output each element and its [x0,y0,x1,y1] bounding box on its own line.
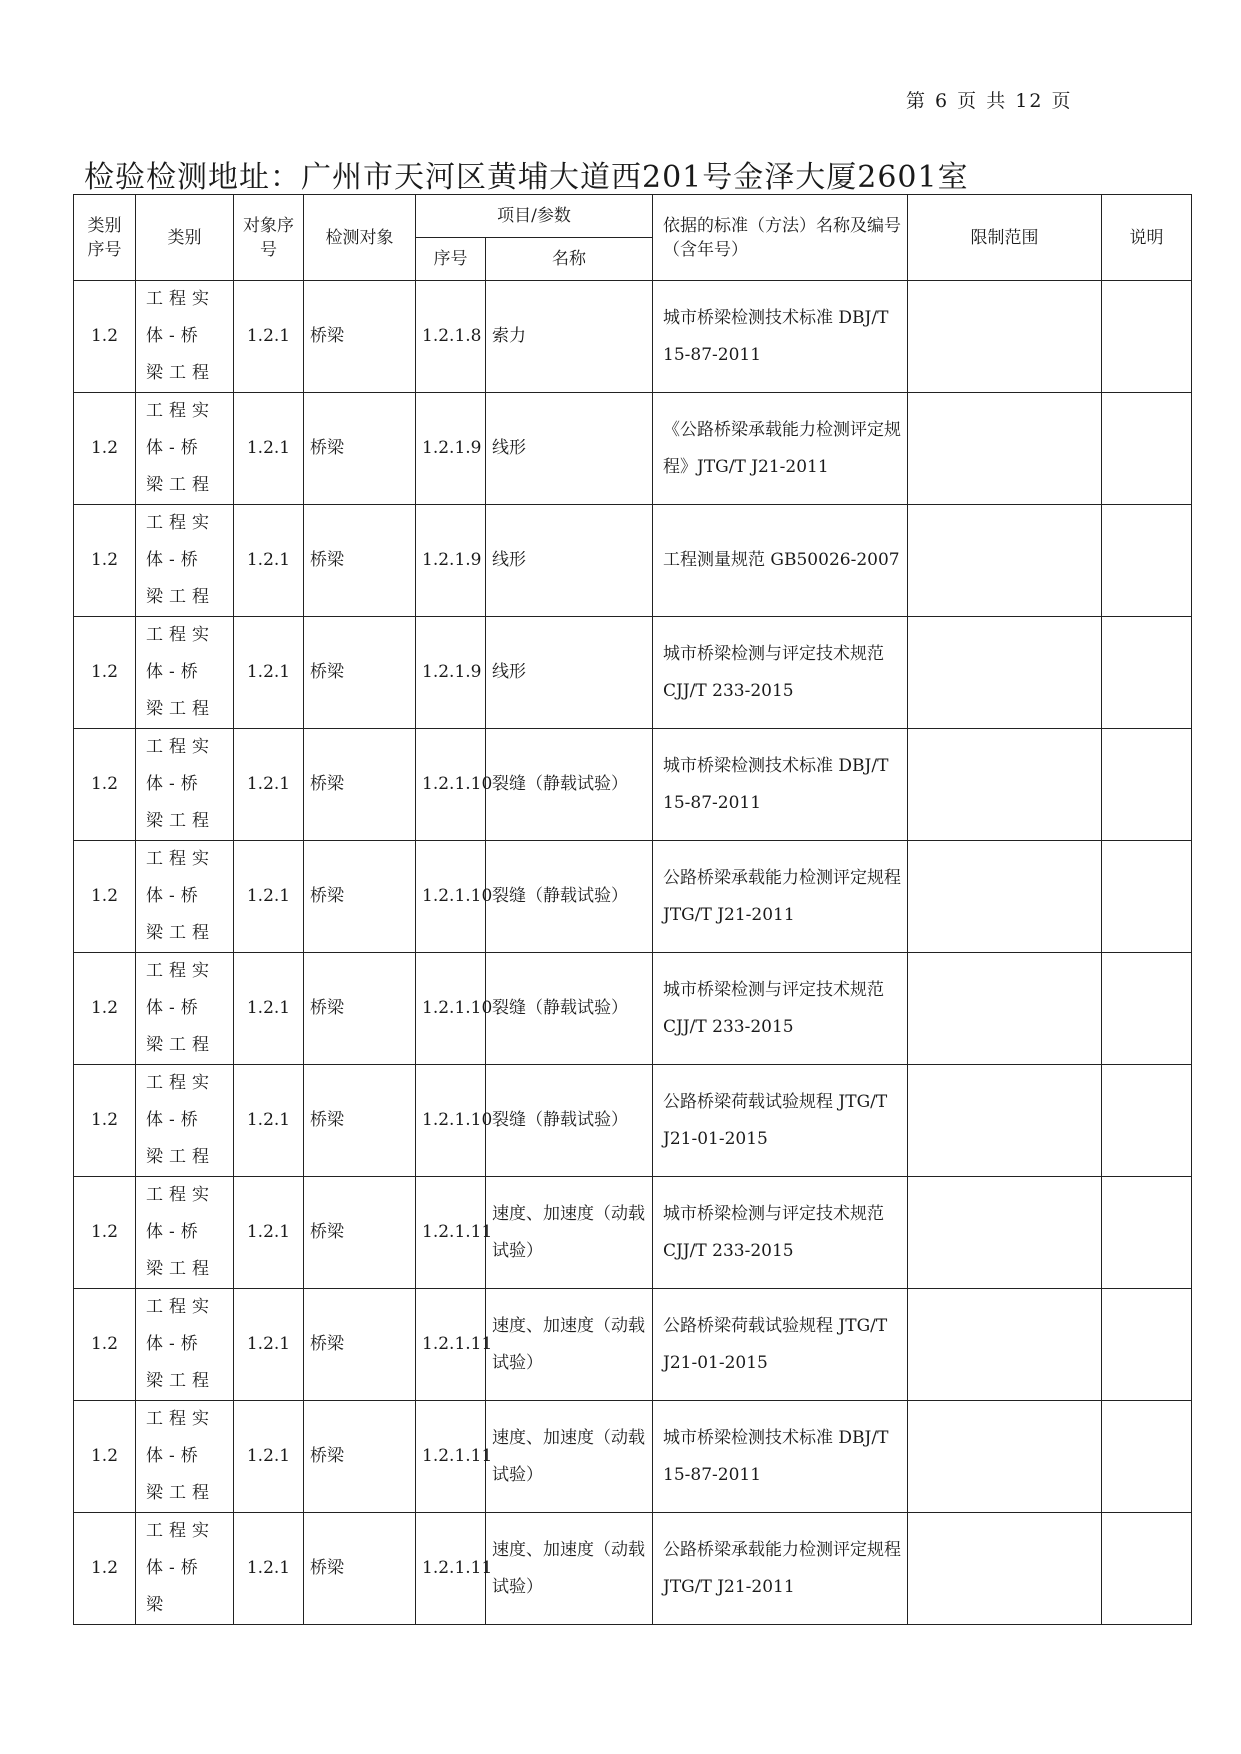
cell-note [1102,729,1192,841]
cell-cat-no: 1.2 [74,841,136,953]
cell-standard: 城市桥梁检测与评定技术规范 CJJ/T 233-2015 [653,953,908,1065]
cell-category: 工程实体-桥梁工程 [136,393,234,505]
cell-obj-no: 1.2.1 [234,953,304,1065]
cell-cat-no: 1.2 [74,1289,136,1401]
cell-obj-no: 1.2.1 [234,393,304,505]
cell-note [1102,505,1192,617]
cell-limit [908,1065,1102,1177]
header-standard: 依据的标准（方法）名称及编号（含年号） [653,195,908,281]
cell-note [1102,393,1192,505]
cell-object: 桥梁 [304,841,416,953]
table-row [74,281,1192,393]
testing-address: 检验检测地址：广州市天河区黄埔大道西201号金泽大厦2601室 [84,160,969,195]
cell-obj-no: 1.2.1 [234,1289,304,1401]
header-object: 检测对象 [304,195,416,281]
cell-obj-no: 1.2.1 [234,841,304,953]
table-body [74,281,1192,1625]
table-row [74,1401,1192,1513]
cell-limit [908,505,1102,617]
cell-cat-no: 1.2 [74,617,136,729]
cell-item-name: 索力 [486,281,653,393]
cell-note [1102,1401,1192,1513]
cell-item-name: 线形 [486,393,653,505]
table-row [74,1177,1192,1289]
header-obj-no: 对象序号 [234,195,304,281]
table-row [74,1289,1192,1401]
cell-object: 桥梁 [304,729,416,841]
cell-obj-no: 1.2.1 [234,729,304,841]
table-row [74,729,1192,841]
table-row [74,617,1192,729]
cell-item-no: 1.2.1.9 [416,393,486,505]
cell-obj-no: 1.2.1 [234,617,304,729]
header-cat-no: 类别序号 [74,195,136,281]
cell-object: 桥梁 [304,505,416,617]
cell-standard: 公路桥梁承载能力检测评定规程 JTG/T J21-2011 [653,841,908,953]
cell-standard: 公路桥梁荷载试验规程 JTG/T J21-01-2015 [653,1289,908,1401]
cell-cat-no: 1.2 [74,729,136,841]
cell-note [1102,841,1192,953]
cell-limit [908,1513,1102,1625]
page-number: 第 6 页 共 12 页 [906,90,1073,112]
cell-item-no: 1.2.1.10 [416,953,486,1065]
cell-item-name: 裂缝（静载试验） [486,729,653,841]
cell-note [1102,1065,1192,1177]
cell-item-name: 速度、加速度（动载试验） [486,1289,653,1401]
cell-standard: 公路桥梁荷载试验规程 JTG/T J21-01-2015 [653,1065,908,1177]
cell-item-no: 1.2.1.11 [416,1177,486,1289]
cell-obj-no: 1.2.1 [234,281,304,393]
table-row [74,505,1192,617]
header-item-param: 项目/参数 [416,195,653,238]
cell-object: 桥梁 [304,281,416,393]
cell-object: 桥梁 [304,1289,416,1401]
cell-limit [908,953,1102,1065]
cell-limit [908,617,1102,729]
cell-standard: 城市桥梁检测与评定技术规范 CJJ/T 233-2015 [653,1177,908,1289]
cell-item-no: 1.2.1.11 [416,1513,486,1625]
cell-item-no: 1.2.1.10 [416,841,486,953]
table-row [74,953,1192,1065]
cell-item-name: 裂缝（静载试验） [486,1065,653,1177]
cell-cat-no: 1.2 [74,1177,136,1289]
cell-item-no: 1.2.1.8 [416,281,486,393]
cell-standard: 城市桥梁检测技术标准 DBJ/T 15-87-2011 [653,729,908,841]
cell-note [1102,281,1192,393]
cell-item-name: 线形 [486,505,653,617]
cell-cat-no: 1.2 [74,953,136,1065]
cell-category: 工程实体-桥梁工程 [136,1065,234,1177]
cell-item-name: 裂缝（静载试验） [486,953,653,1065]
cell-item-name: 速度、加速度（动载试验） [486,1513,653,1625]
table-row [74,841,1192,953]
cell-object: 桥梁 [304,1065,416,1177]
cell-category: 工程实体-桥梁工程 [136,1401,234,1513]
cell-standard: 城市桥梁检测技术标准 DBJ/T 15-87-2011 [653,1401,908,1513]
header-note: 说明 [1102,195,1192,281]
header-item-name: 名称 [486,238,653,281]
cell-item-no: 1.2.1.9 [416,617,486,729]
cell-note [1102,1289,1192,1401]
cell-cat-no: 1.2 [74,393,136,505]
cell-item-no: 1.2.1.9 [416,505,486,617]
cell-obj-no: 1.2.1 [234,1177,304,1289]
cell-object: 桥梁 [304,617,416,729]
cell-category: 工程实体-桥梁 [136,1513,234,1625]
cell-note [1102,1177,1192,1289]
table-row [74,1513,1192,1625]
cell-item-name: 线形 [486,617,653,729]
cell-cat-no: 1.2 [74,1065,136,1177]
header-item-no: 序号 [416,238,486,281]
cell-note [1102,617,1192,729]
cell-category: 工程实体-桥梁工程 [136,953,234,1065]
cell-cat-no: 1.2 [74,1401,136,1513]
cell-item-name: 速度、加速度（动载试验） [486,1401,653,1513]
cell-category: 工程实体-桥梁工程 [136,729,234,841]
cell-note [1102,953,1192,1065]
cell-limit [908,841,1102,953]
cell-object: 桥梁 [304,1401,416,1513]
cell-category: 工程实体-桥梁工程 [136,617,234,729]
cell-category: 工程实体-桥梁工程 [136,281,234,393]
cell-category: 工程实体-桥梁工程 [136,1177,234,1289]
table-row [74,1065,1192,1177]
cell-object: 桥梁 [304,1513,416,1625]
cell-obj-no: 1.2.1 [234,505,304,617]
cell-standard: 城市桥梁检测与评定技术规范 CJJ/T 233-2015 [653,617,908,729]
cell-item-no: 1.2.1.11 [416,1289,486,1401]
cell-item-no: 1.2.1.10 [416,729,486,841]
cell-cat-no: 1.2 [74,505,136,617]
cell-limit [908,1401,1102,1513]
cell-obj-no: 1.2.1 [234,1401,304,1513]
cell-category: 工程实体-桥梁工程 [136,505,234,617]
cell-category: 工程实体-桥梁工程 [136,841,234,953]
cell-limit [908,1177,1102,1289]
cell-object: 桥梁 [304,1177,416,1289]
cell-object: 桥梁 [304,393,416,505]
cell-standard: 城市桥梁检测技术标准 DBJ/T 15-87-2011 [653,281,908,393]
header-limit: 限制范围 [908,195,1102,281]
cell-cat-no: 1.2 [74,1513,136,1625]
header-category: 类别 [136,195,234,281]
cell-object: 桥梁 [304,953,416,1065]
scope-table [73,194,1192,1625]
cell-item-name: 裂缝（静载试验） [486,841,653,953]
cell-standard: 公路桥梁承载能力检测评定规程 JTG/T J21-2011 [653,1513,908,1625]
cell-limit [908,393,1102,505]
cell-item-no: 1.2.1.11 [416,1401,486,1513]
cell-note [1102,1513,1192,1625]
cell-standard: 工程测量规范 GB50026-2007 [653,505,908,617]
table-row [74,393,1192,505]
cell-obj-no: 1.2.1 [234,1065,304,1177]
cell-obj-no: 1.2.1 [234,1513,304,1625]
cell-cat-no: 1.2 [74,281,136,393]
cell-item-no: 1.2.1.10 [416,1065,486,1177]
cell-limit [908,1289,1102,1401]
cell-category: 工程实体-桥梁工程 [136,1289,234,1401]
cell-item-name: 速度、加速度（动载试验） [486,1177,653,1289]
cell-limit [908,729,1102,841]
cell-limit [908,281,1102,393]
cell-standard: 《公路桥梁承载能力检测评定规程》JTG/T J21-2011 [653,393,908,505]
